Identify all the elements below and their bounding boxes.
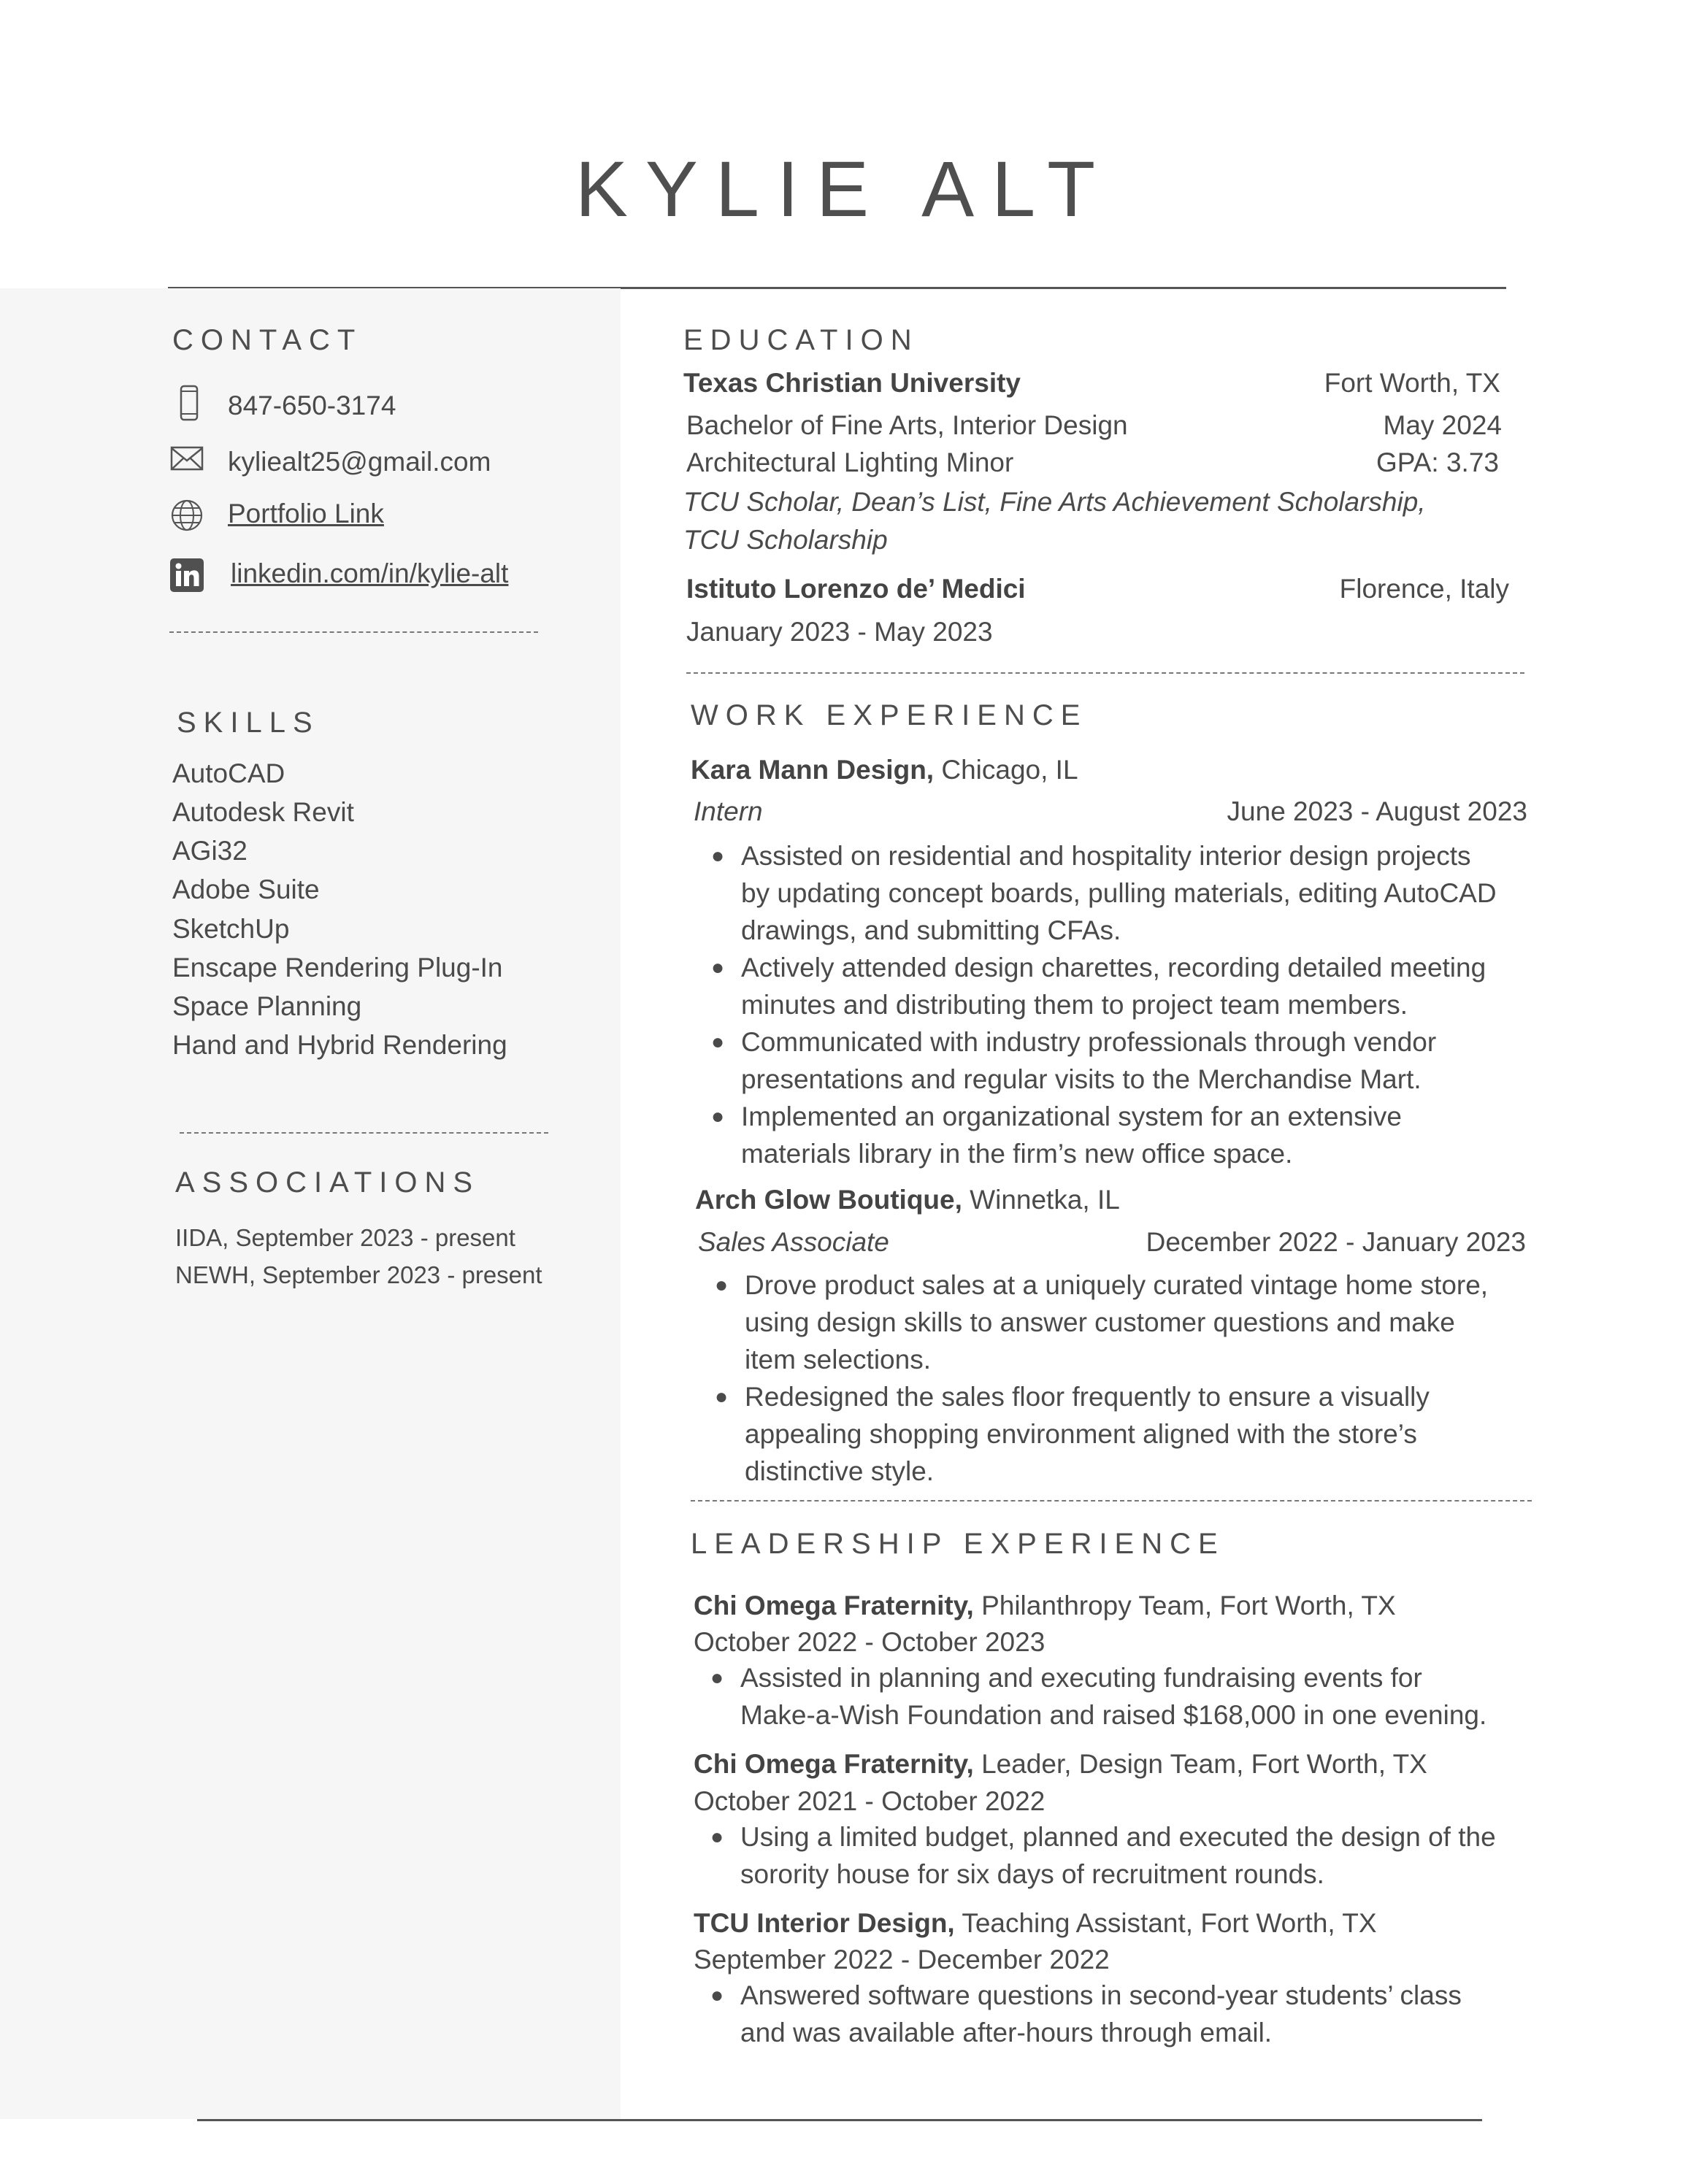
tcu-grad-date: May 2024: [1383, 410, 1502, 440]
lorenzo-location: Florence, Italy: [1339, 574, 1509, 604]
skill-item: Autodesk Revit: [172, 797, 354, 827]
skill-item: AGi32: [172, 836, 248, 866]
tcu-degree: Bachelor of Fine Arts, Interior Design: [686, 410, 1128, 440]
bullet-item: ● Assisted in planning and executing fundraising events for Make-a-Wish Foundation and raised $168,000 in one evening.: [710, 1663, 1487, 1730]
association-item: IIDA, September 2023 - present: [175, 1224, 515, 1251]
education-heading: EDUCATION: [683, 324, 919, 356]
leadership-detail: Leader, Design Team, Fort Worth, TX: [973, 1749, 1427, 1779]
leadership-bullets: [710, 1977, 1529, 2051]
associations-heading: ASSOCIATIONS: [175, 1166, 480, 1199]
bullet-item: ● Communicated with industry professionals through vendor presentations and regular visits to the Merchandise Mart.: [711, 1027, 1437, 1094]
bullet-item: ● Answered software questions in second-year students’ class and was available after-hours through email.: [710, 1980, 1462, 2048]
tcu-location: Fort Worth, TX: [1324, 368, 1500, 398]
footer-divider: [197, 2119, 1482, 2121]
mail-icon: [169, 445, 204, 472]
skill-item: Space Planning: [172, 991, 362, 1021]
tcu-honors-cont: TCU Scholarship: [683, 525, 888, 555]
leadership-header: [694, 1592, 1396, 1619]
job-dates: June 2023 - August 2023: [1227, 796, 1527, 826]
leadership-bullets: [710, 1818, 1529, 1893]
job-bullets: [711, 837, 1530, 1172]
leadership-dates: October 2022 - October 2023: [694, 1627, 1046, 1657]
candidate-name: KYLIE ALT: [575, 145, 1113, 233]
work-heading: WORK EXPERIENCE: [691, 699, 1088, 731]
bullet-item: ● Redesigned the sales floor frequently to ensure a visually appealing shopping environment aligned with the store’s distinctive style.: [715, 1382, 1430, 1486]
job-bullets: [715, 1266, 1533, 1490]
skill-item: Hand and Hybrid Rendering: [172, 1030, 507, 1060]
leadership-header: [694, 1910, 1377, 1937]
tcu-honors: TCU Scholar, Dean’s List, Fine Arts Achievement Scholarship,: [683, 487, 1426, 517]
leadership-detail: Teaching Assistant, Fort Worth, TX: [954, 1908, 1377, 1938]
bullet-item: ● Using a limited budget, planned and executed the design of the sorority house for six days of recruitment rounds.: [710, 1822, 1496, 1889]
globe-icon: [169, 498, 204, 533]
contact-divider: [169, 631, 538, 633]
job-header: [695, 1186, 1120, 1213]
job-company: Kara Mann Design,: [691, 755, 935, 785]
bullet-item: ● Assisted on residential and hospitality interior design projects by updating concept boards, pulling materials, editing AutoCAD drawings, and submitting CFAs.: [711, 841, 1497, 945]
bullet-item: ● Actively attended design charettes, recording detailed meeting minutes and distributing them to project team members.: [711, 953, 1486, 1020]
tcu-minor: Architectural Lighting Minor: [686, 447, 1014, 477]
leadership-org: TCU Interior Design,: [694, 1908, 955, 1938]
leadership-org: Chi Omega Fraternity,: [694, 1749, 974, 1779]
work-divider: [691, 1500, 1532, 1502]
linkedin-link[interactable]: linkedin.com/in/kylie-alt: [231, 558, 509, 588]
skills-divider: [180, 1132, 548, 1134]
job-role: Sales Associate: [698, 1227, 889, 1257]
leadership-header: [694, 1750, 1427, 1777]
lorenzo-school: Istituto Lorenzo de’ Medici: [686, 574, 1026, 604]
skills-heading: SKILLS: [177, 707, 320, 739]
skill-item: Enscape Rendering Plug-In: [172, 953, 503, 983]
contact-heading: CONTACT: [172, 324, 363, 356]
leadership-bullets: [710, 1659, 1529, 1734]
education-divider: [686, 672, 1524, 674]
contact-phone: 847-650-3174: [228, 391, 396, 420]
tcu-school: Texas Christian University: [683, 368, 1021, 398]
leadership-dates: September 2022 - December 2022: [694, 1945, 1110, 1975]
lorenzo-dates: January 2023 - May 2023: [686, 617, 993, 647]
contact-email[interactable]: kyliealt25@gmail.com: [228, 447, 491, 477]
leadership-org: Chi Omega Fraternity,: [694, 1591, 974, 1620]
leadership-dates: October 2021 - October 2022: [694, 1786, 1046, 1816]
phone-icon: [172, 385, 204, 421]
job-role: Intern: [694, 796, 763, 826]
skill-item: SketchUp: [172, 914, 290, 944]
association-item: NEWH, September 2023 - present: [175, 1261, 542, 1288]
job-company: Arch Glow Boutique,: [695, 1185, 962, 1215]
job-dates: December 2022 - January 2023: [1146, 1227, 1526, 1257]
job-location: Chicago, IL: [934, 755, 1078, 785]
skill-item: Adobe Suite: [172, 874, 320, 904]
leadership-heading: LEADERSHIP EXPERIENCE: [691, 1528, 1225, 1560]
linkedin-icon[interactable]: [170, 558, 204, 592]
skill-item: AutoCAD: [172, 758, 285, 788]
tcu-gpa: GPA: 3.73: [1376, 447, 1499, 477]
leadership-detail: Philanthropy Team, Fort Worth, TX: [973, 1591, 1396, 1620]
portfolio-link[interactable]: Portfolio Link: [228, 499, 384, 528]
bullet-item: ● Implemented an organizational system for an extensive materials library in the firm’s new office space.: [711, 1101, 1402, 1169]
job-location: Winnetka, IL: [962, 1185, 1120, 1215]
bullet-item: ● Drove product sales at a uniquely curated vintage home store, using design skills to answer customer questions and make item selections.: [715, 1270, 1489, 1374]
job-header: [691, 756, 1078, 783]
